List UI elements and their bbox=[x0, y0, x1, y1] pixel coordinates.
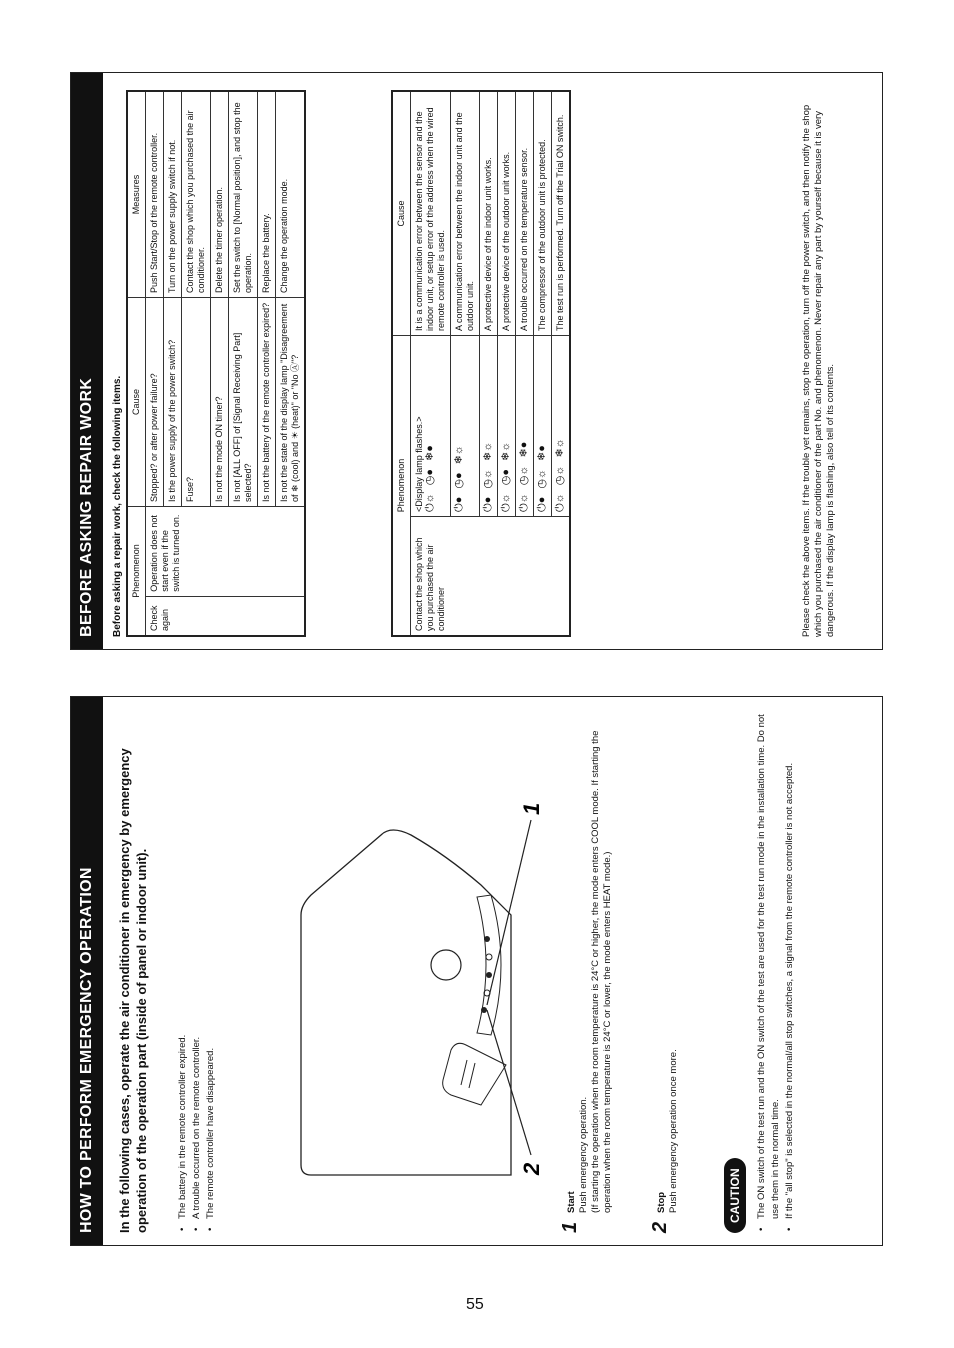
cause-cell: A communication error between the indoor unit and the outdoor unit. bbox=[451, 91, 480, 336]
cause-cell: A protective device of the indoor unit works. bbox=[480, 91, 498, 336]
step-note: (If starting the operation when the room temperature is 24°C or higher, the mode enters COOL mode. If starting the operation when the room temperature is 24°C or lower, the mode enters HEAT mode.) bbox=[590, 730, 613, 1213]
lamp-icon: ⏻☼ bbox=[500, 493, 512, 512]
lamp-icon: ◷☼ bbox=[482, 468, 494, 489]
lamp-icon: ⏻● bbox=[482, 496, 494, 512]
measure-cell: Push Start/Stop of the remote controller. bbox=[146, 91, 164, 298]
indoor-unit-figure bbox=[281, 765, 551, 1215]
caution-item: • The ON switch of the test run and the ON switch of the test are used for the test run mode in the installation time. Do not use them in the normal time. bbox=[755, 713, 783, 1233]
step-number: 1 bbox=[559, 1221, 581, 1233]
measure-cell: Replace the battery. bbox=[258, 91, 276, 298]
table-row bbox=[411, 91, 451, 636]
col-cause: Cause bbox=[127, 298, 146, 507]
cause-cell: Is not the battery of the remote controller expired? bbox=[258, 298, 276, 507]
lamp-icon: ⏻☼ bbox=[518, 493, 530, 512]
sensor-window-icon bbox=[431, 950, 461, 980]
cause-cell: Stopped? or after power failure? bbox=[146, 298, 164, 507]
remote-controller-icon bbox=[443, 1043, 506, 1105]
emergency-intro: In the following cases, operate the air conditioner in emergency by emergency operation of the operation part (inside of panel or indoor unit). bbox=[117, 748, 149, 1233]
lamp-icon: ⏻● bbox=[536, 496, 548, 512]
repair-panel bbox=[70, 72, 883, 650]
cause-cell: A protective device of the outdoor unit works. bbox=[498, 91, 516, 336]
cause-cell: A trouble occurred on the temperature sensor. bbox=[516, 91, 534, 336]
group-label: Check again bbox=[146, 596, 306, 636]
caution-list bbox=[755, 713, 797, 1233]
measure-cell: Set the switch to [Normal position], and stop the operation. bbox=[229, 91, 258, 298]
page-number: 55 bbox=[466, 1296, 484, 1313]
lamp-icon: ❄☼ bbox=[482, 441, 494, 461]
emergency-cases-list bbox=[176, 1035, 218, 1233]
cause-cell: It is a communication error between the sensor and the indoor unit, or setup error of the address when the wired remote controller is used. bbox=[411, 91, 451, 336]
lamp-icon: ◷☼ bbox=[518, 465, 530, 486]
emergency-operation-panel bbox=[70, 696, 883, 1246]
measure-cell: Turn on the power supply switch if not. bbox=[164, 91, 182, 298]
lamp-cell bbox=[516, 336, 534, 517]
lamp-pattern bbox=[454, 445, 465, 512]
step-title: Start bbox=[566, 1191, 577, 1213]
repair-title: BEFORE ASKING REPAIR WORK bbox=[71, 73, 103, 649]
step-title: Stop bbox=[656, 1191, 667, 1213]
lamp-icon: ◷☼ bbox=[554, 465, 566, 486]
lamp-pattern bbox=[519, 442, 530, 512]
case-item: • The battery in the remote controller expired. bbox=[176, 1035, 190, 1233]
lamp-icon: ◷● bbox=[500, 468, 512, 486]
lamp-pattern bbox=[501, 442, 512, 512]
case-item: • The remote controller have disappeared. bbox=[204, 1035, 218, 1233]
cause-cell: The compressor of the outdoor unit is protected. bbox=[534, 91, 552, 336]
lamp-cell bbox=[552, 336, 571, 517]
col-cause: Cause bbox=[392, 91, 411, 336]
lamp-icon: ❄☼ bbox=[554, 438, 566, 458]
lamp-pattern bbox=[425, 445, 436, 512]
lamp-icon: ⏻● bbox=[453, 496, 465, 512]
caution-item: • If the "all stop" is selected in the normal/all stop switches, a signal from the remote controller is not accepted. bbox=[783, 713, 797, 1233]
lamp-cell bbox=[534, 336, 552, 517]
lamp-icon: ❄● bbox=[518, 441, 530, 458]
cause-cell: Is the power supply of the power switch? bbox=[164, 298, 182, 507]
table-row bbox=[146, 91, 164, 636]
lamp-cell bbox=[411, 336, 451, 517]
caution-badge: CAUTION bbox=[724, 1158, 746, 1233]
lamp-icon: ❄☼ bbox=[453, 445, 465, 465]
step-text: Push emergency operation. bbox=[578, 1096, 589, 1213]
phenomenon-cell: Operation does not start even if the switch is turned on. bbox=[146, 507, 306, 597]
repair-footer-note: Please check the above items. If the trouble yet remains, stop the operation, turn off the power switch, and then notify the shop which you purchased the air conditioner of the part No. and phenomenon. Never repair any part by yourself because it is very dangerous. If the display lamp is flashing, also tell of its contents. bbox=[801, 104, 836, 637]
lamp-cell bbox=[498, 336, 516, 517]
operation-part-icon bbox=[477, 895, 501, 1035]
callout-2: 2 bbox=[519, 1162, 544, 1175]
measure-cell: Contact the shop which you purchased the air conditioner. bbox=[182, 91, 211, 298]
check-table bbox=[126, 90, 306, 637]
step-number: 2 bbox=[649, 1221, 671, 1233]
col-phenomenon: Phenomenon bbox=[392, 336, 411, 637]
lamp-icon: ◷● bbox=[453, 472, 465, 489]
lamp-header: <Display lamp flashes.> bbox=[414, 416, 424, 512]
lamp-pattern bbox=[555, 438, 566, 512]
lamp-icon: ❄● bbox=[536, 445, 548, 461]
repair-subtitle: Before asking a repair work, check the following items. bbox=[112, 375, 123, 637]
step-start bbox=[559, 713, 614, 1233]
callout-1: 1 bbox=[519, 802, 544, 815]
cause-cell: Fuse? bbox=[182, 298, 211, 507]
measure-cell: Change the operation mode. bbox=[276, 91, 306, 298]
lamp-cell bbox=[480, 336, 498, 517]
lamp-cell bbox=[451, 336, 480, 517]
cause-cell: Is not the mode ON timer? bbox=[211, 298, 229, 507]
step-stop bbox=[649, 713, 680, 1233]
measure-cell: Delete the timer operation. bbox=[211, 91, 229, 298]
lamp-icon: ◷☼ bbox=[536, 468, 548, 489]
emergency-title: HOW TO PERFORM EMERGENCY OPERATION bbox=[71, 697, 103, 1245]
lamp-table bbox=[391, 90, 571, 637]
lamp-icon: ❄● bbox=[424, 445, 436, 461]
case-item: • A trouble occurred on the remote controller. bbox=[190, 1035, 204, 1233]
lamp-icon: ◷● bbox=[424, 468, 436, 486]
lamp-pattern bbox=[483, 442, 494, 512]
lamp-icon: ⏻☼ bbox=[554, 493, 566, 512]
lamp-icon: ⏻☼ bbox=[424, 493, 436, 512]
cause-cell: The test run is performed. Turn off the Trial ON switch. bbox=[552, 91, 571, 336]
lamp-pattern bbox=[537, 445, 548, 512]
col-phenomenon: Phenomenon bbox=[127, 507, 146, 637]
step-text: Push emergency operation once more. bbox=[668, 1049, 679, 1213]
phenomenon-cell: Contact the shop which you purchased the air conditioner bbox=[411, 517, 571, 637]
cause-cell: Is not the state of the display lamp "Disagreement of ❄ (cool) and ☀ (heat)" or "No Ⓐ"? bbox=[276, 298, 306, 507]
col-measures: Measures bbox=[127, 91, 146, 298]
lamp-icon: ❄☼ bbox=[500, 441, 512, 461]
cause-cell: Is not [ALL OFF] of [Signal Receiving Part] selected? bbox=[229, 298, 258, 507]
